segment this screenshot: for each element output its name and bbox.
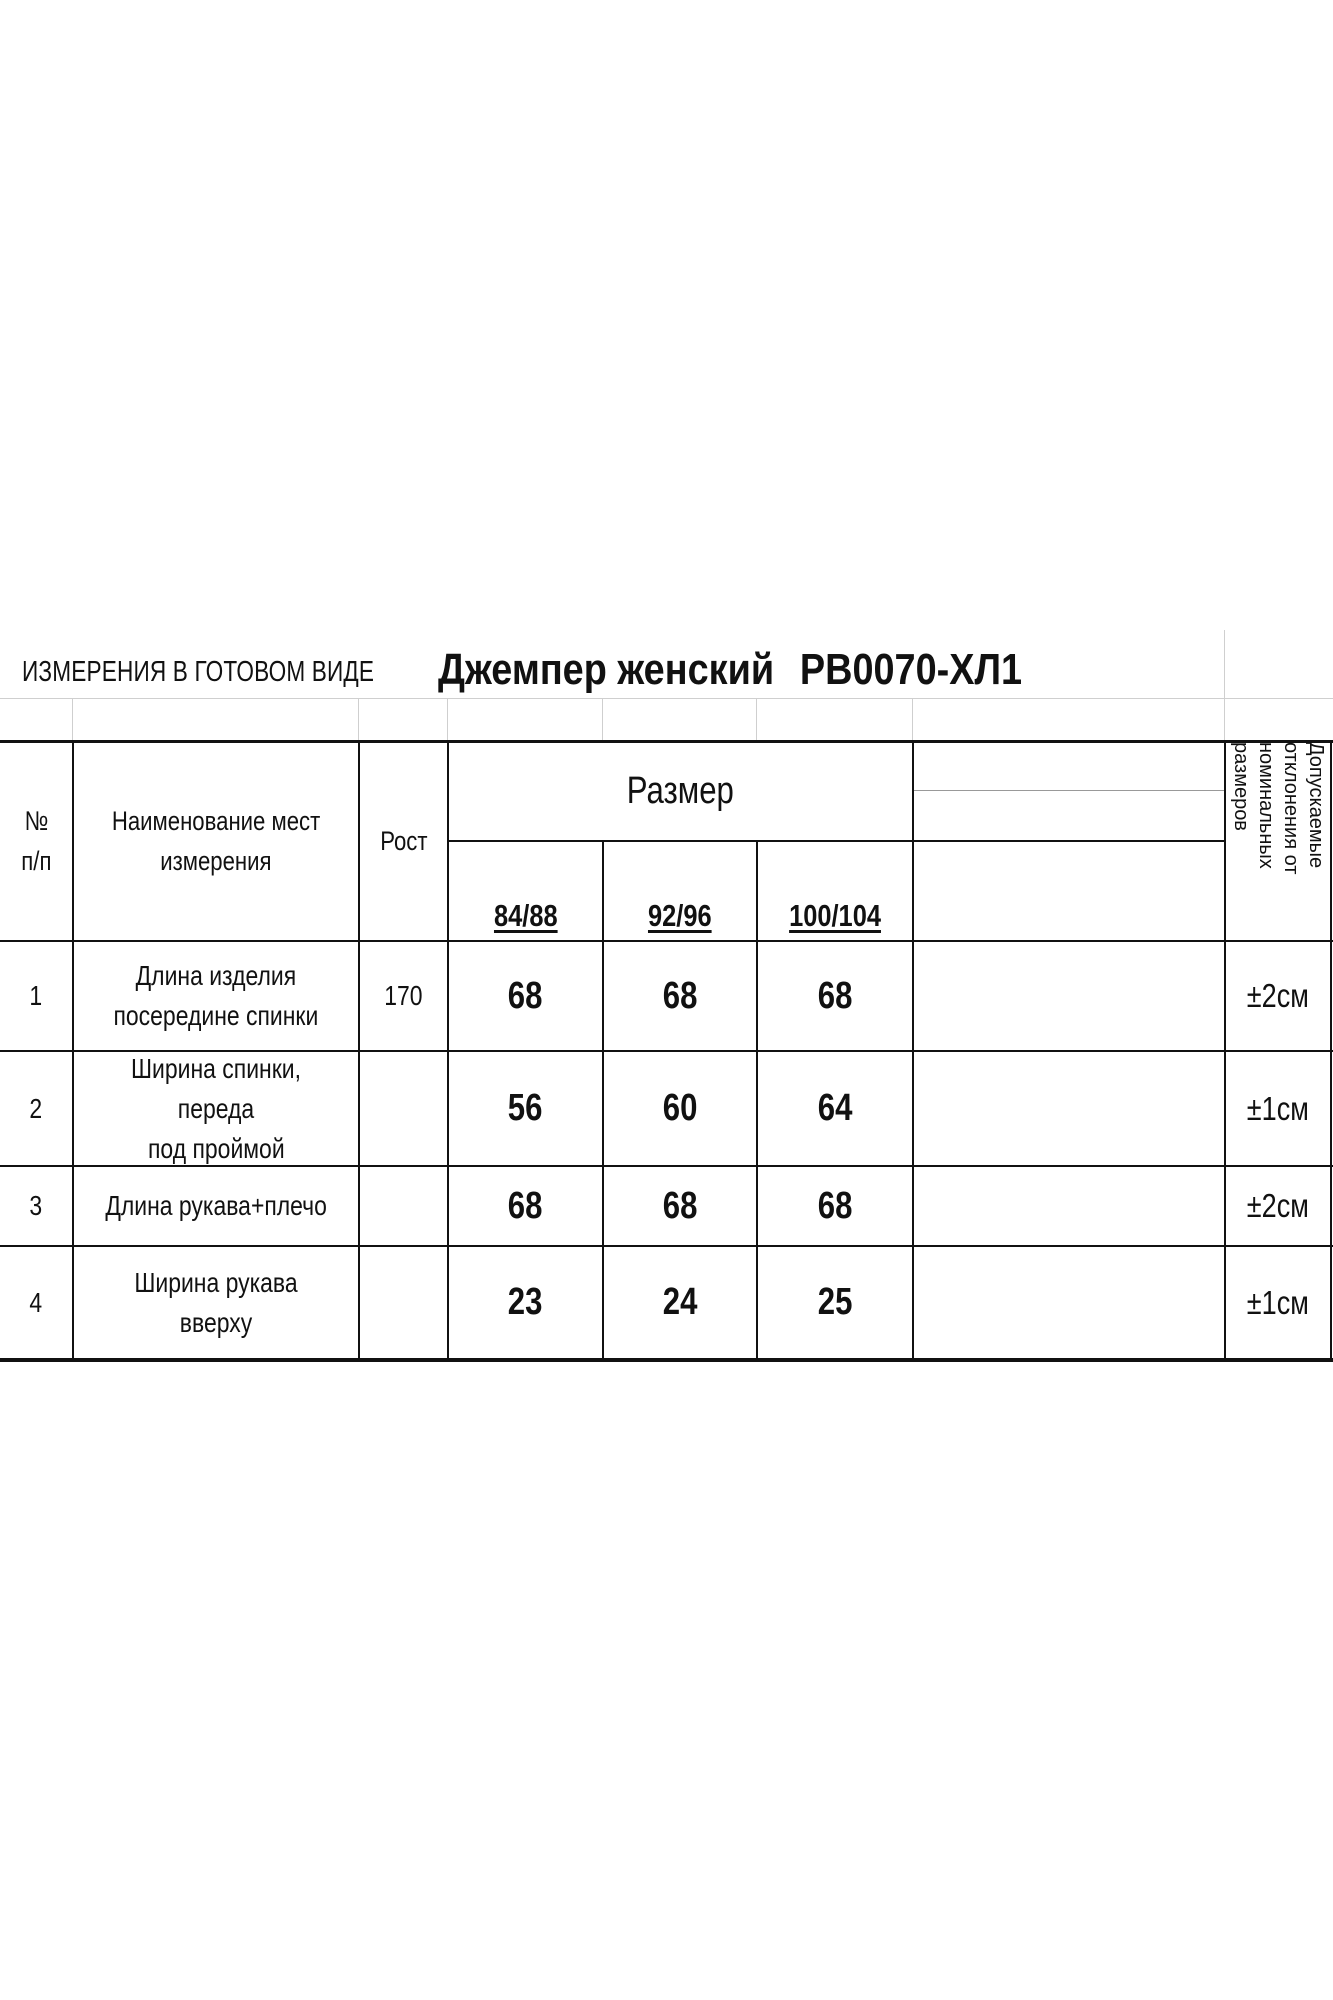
row-name-line: Длина рукава+плечо (105, 1190, 327, 1221)
value-text: 56 (508, 1087, 543, 1129)
row-num-text: 3 (29, 1190, 43, 1221)
row-height-text: 170 (384, 980, 423, 1011)
value-text: 68 (662, 1184, 698, 1227)
value-text: 68 (508, 1184, 543, 1227)
row-value (449, 1247, 602, 1358)
row-value (604, 942, 756, 1050)
tolerance-text: ±1см (1246, 1283, 1310, 1321)
header-height-label: Рост (379, 826, 428, 856)
header-size-label: Размер (626, 769, 735, 812)
row-name-line: Длина изделия (135, 960, 297, 991)
product-name: Джемпер женский (438, 645, 775, 694)
gridline (912, 790, 1224, 791)
size-header (758, 895, 912, 937)
value-text: 68 (508, 974, 543, 1017)
header-num-line: № (24, 806, 48, 836)
header-tolerance-text: Допускаемые отклонения от номинальных размеров (1230, 742, 1327, 875)
table-border-bottom (0, 1358, 1333, 1362)
article-code: РВ0070-ХЛ1 (799, 645, 1023, 694)
header-num-line: п/п (20, 846, 52, 876)
row-value (758, 1052, 912, 1165)
value-text: 24 (662, 1281, 698, 1323)
row-name (74, 1247, 358, 1358)
header-name (74, 742, 358, 940)
row-tolerance (1226, 942, 1330, 1050)
size-label: 100/104 (789, 898, 881, 933)
header-tolerance (1226, 742, 1330, 938)
gridline (447, 698, 448, 740)
row-num-text: 1 (29, 980, 43, 1011)
header-num (0, 742, 72, 940)
tolerance-text: ±1см (1246, 1089, 1310, 1127)
header-name-line: Наименование мест (111, 806, 321, 836)
gridline (358, 698, 359, 740)
row-num-text: 4 (29, 1286, 43, 1318)
row-name (74, 1052, 358, 1165)
row-name (74, 1167, 358, 1245)
value-text: 23 (508, 1281, 543, 1323)
row-num (0, 1167, 72, 1245)
row-value (604, 1052, 756, 1165)
gridline (72, 698, 73, 740)
size-divider (447, 840, 1224, 842)
row-value (449, 942, 602, 1050)
row-num (0, 1052, 72, 1165)
row-value (758, 1167, 912, 1245)
gridline (0, 698, 1333, 699)
row-value (758, 1247, 912, 1358)
row-name-line: под проймой (147, 1132, 285, 1164)
header-size-group (449, 742, 912, 840)
row-height (360, 942, 447, 1050)
row-name-line: Ширина рукава вверху (134, 1266, 298, 1338)
value-text: 68 (662, 974, 698, 1017)
size-label: 84/88 (493, 898, 558, 933)
value-text: 68 (817, 1184, 853, 1227)
value-text: 68 (817, 974, 853, 1017)
gridline (912, 698, 913, 740)
value-text: 64 (817, 1087, 853, 1129)
gridline (756, 698, 757, 740)
row-name-line: Ширина спинки, переда (131, 1052, 301, 1124)
sheet-subtitle: ИЗМЕРЕНИЯ В ГОТОВОМ ВИДЕ (22, 655, 375, 688)
measurement-sheet (0, 630, 1333, 1365)
row-value (449, 1052, 602, 1165)
gridline (602, 698, 603, 740)
gridline (1224, 630, 1225, 740)
value-text: 60 (662, 1087, 698, 1129)
row-value (449, 1167, 602, 1245)
tolerance-text: ±2см (1246, 977, 1310, 1014)
row-num (0, 1247, 72, 1358)
row-tolerance (1226, 1052, 1330, 1165)
table-border-right (1330, 740, 1332, 1360)
size-header (604, 895, 756, 937)
row-value (604, 1247, 756, 1358)
row-num (0, 942, 72, 1050)
value-text: 25 (817, 1281, 853, 1323)
tolerance-text: ±2см (1246, 1187, 1310, 1224)
col-divider (912, 740, 914, 1360)
size-label: 92/96 (648, 898, 712, 933)
header-name-line: измерения (160, 846, 272, 876)
row-tolerance (1226, 1167, 1330, 1245)
header-height (360, 742, 447, 940)
row-value (604, 1167, 756, 1245)
row-tolerance (1226, 1247, 1330, 1358)
row-value (758, 942, 912, 1050)
row-name (74, 942, 358, 1050)
sheet-title (438, 644, 1022, 696)
row-num-text: 2 (29, 1092, 43, 1124)
size-header (449, 895, 602, 937)
row-name-line: посередине спинки (113, 1000, 319, 1031)
